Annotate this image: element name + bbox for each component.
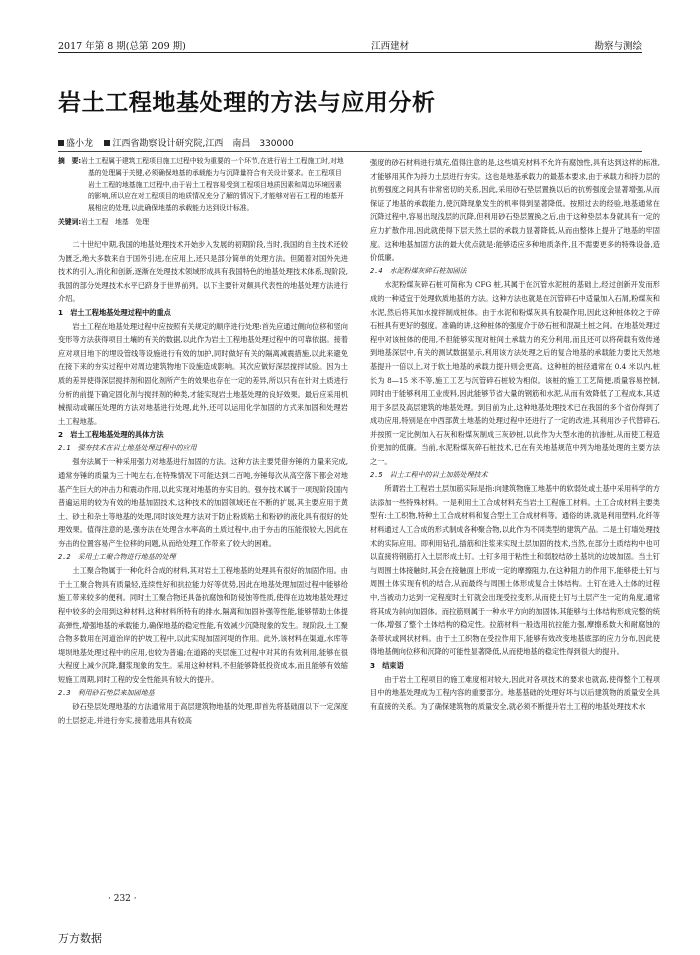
section-heading: 2.5 岩土工程中的岩土加筋处理技术 bbox=[370, 470, 488, 479]
header-rule bbox=[58, 52, 642, 53]
title-rule bbox=[58, 151, 642, 152]
issue-info: 2017 年第 8 期(总第 209 期) bbox=[58, 41, 186, 52]
keywords bbox=[58, 216, 348, 228]
section-heading: 2 岩土工程地基处理的具体方法 bbox=[58, 430, 164, 440]
section-heading: 2.2 采用土工聚合物进行地基的处理 bbox=[58, 552, 176, 561]
author-name: 盛小龙 bbox=[66, 139, 94, 149]
left-body bbox=[58, 238, 348, 727]
author-affiliation: 江西省勘察设计研究院,江西 南昌 330000 bbox=[112, 139, 294, 149]
section-heading: 2.1 强夯技术在岩土地基处理过程中的应用 bbox=[58, 443, 197, 452]
bullet-square-icon bbox=[58, 140, 64, 146]
footer-brand: 万方数据 bbox=[58, 932, 102, 945]
section-heading: 2.4 水泥粉煤灰碎石桩加固法 bbox=[370, 266, 467, 275]
page-number: · 232 · bbox=[108, 894, 137, 904]
paragraph: 强夯法属于一种采用强力对地基进行加固的方法。这种方法主要凭借夯锤的力量来完成,通常夯锤的质量为三十吨左右,在特殊情况下可能达到二百吨,夯锤每次从高空落下都会对地基产生巨大的冲击力和震动作用,以此实现对地基的夯实目的。强夯技术属于一项现阶段国内普遍运用的较为有效的地基加固技术,这种技术的加固领域还在不断的扩展,其主要应用于黄土、砂土和杂土等地基的处理,同时该处理方法对于防止粉质粘土和粉砂的液化具有很好的处理效果。值得注意的是,强夯法在处理含水率高的土质过程中,由于夯击的压能很较大,因此在夯击的位置容易产生位移的问题,从而给处理工作带来了较大的困难。 bbox=[58, 457, 348, 549]
left-column bbox=[58, 156, 348, 727]
abstract bbox=[58, 156, 348, 215]
right-body bbox=[370, 156, 660, 713]
section-name: 勘察与测绘 bbox=[594, 41, 642, 52]
paragraph: 二十世纪中期,我国的地基处理技术开始步入发展的初期阶段,当时,我国的自主技术还较为匮乏,绝大多数来自于国外引进,在应用上,还只是部分简单的处理方法。但随着对国外先进技术的引入,消化和创新,逐渐在处理技术领域形成具有我国特色的地基处理技术体系,现阶段,我国的部分处理技术水平已跻身于世界前列。以下主要针对颇具代表性的地基处理方法进行介绍。 bbox=[58, 239, 348, 304]
article-title: 岩土工程地基处理的方法与应用分析 bbox=[58, 90, 436, 116]
running-header bbox=[58, 38, 642, 52]
paragraph: 强度的砂石材料进行填充,值得注意的是,这些填充材料不允许有腐蚀性,具有达到这样的标准,才能够用其作为持力土层进行夯实。这也是地基承载力的最基本要求,由于承载力和持力层的抗剪强度之间具有非常密切的关系,因此,采用砂石垫层置换以后的抗剪强度会显著增强,从而保证了地基的承载能力,使沉降现象发生的机率得到显著降低。按照过去的经验,地基通常在沉降过程中,容易出现浅层的沉降,但利用砂石垫层置换之后,由于这种垫层本身就具有一定的应力扩散作用,因此就使得下层天然土层的承载力显著降低,从而由整体上提升了地基的牢固度。这种地基加固方法的最大优点就是:能够适应多种地质条件,且不需要更多的特殊设备,造价低廉。 bbox=[370, 158, 660, 263]
abstract-text: 岩土工程属于建筑工程项目施工过程中较为重要的一个环节,在进行岩土工程施工时,对地基的处理属于关键,必须确保地基的承载能力与沉降量符合有关设计要求。在工程项目岩土工程的地基施工过程中,由于岩土工程容易受到工程项目地质因素和周边环境因素的影响,所以应在对工程项目的地质情况充分了解的情况下,才能够对岩石工程的地基开展相应的处理,以此确保地基的承载能力达到设计标准。 bbox=[81, 157, 344, 213]
paragraph: 水泥粉煤灰碎石桩可简称为 CFG 桩,其属于在沉管水泥桩的基础上,经过创新开发而形成的一种适宜于处理软质地基的方法。这种方法也就是在沉管碎石中适量加入石屑,粉煤灰和水泥,然后将其加水搅拌制成桩体。由于水泥和粉煤灰具有胶凝作用,因此这种桩体较之于碎石桩具有更好的强度。准确的讲,这种桩体的强度介于砂石桩和混凝土桩之间。在地基处理过程中对该桩体的使用,不但能够实现对桩间土承载力的充分利用,而且还可以将荷载有效传递到地基深层中,有关的测试数据显示,利用该方法处理之后的复合地基的承载能力要比天然地基提升一倍以上,对于软土地基的承载力提升则会更高。这种桩的桩径通常在 0.4 米以内,桩长为 8—15 米不等,施工工艺与沉管碎石桩较为相似。该桩的施工工艺简便,质量容易控制,同时由于能够利用工业废料,因此能够节省大量的钢筋和水泥,从而有效降低了工程成本,其适用于多层及高层建筑的地基处理。到目前为止,这种地基处理技术已在我国的多个省份得到了成功应用,特别是在中西部黄土地基的处理过程中还进行了一定的改进,其利用沙子代替碎石,并按照一定比例加入石灰和粉煤灰制成三灰砂桩,以此作为大型水池的抗渗桩,从而使工程造价更加的低廉。当前,水泥粉煤灰碎石桩技术,已在有关地基规范中列为地基处理的主要方法之一。 bbox=[370, 280, 660, 467]
right-column bbox=[370, 156, 660, 713]
keywords-text: 岩土工程 地基 处理 bbox=[81, 217, 150, 226]
keywords-label: 关键词: bbox=[58, 217, 82, 226]
paragraph: 所谓岩土工程岩土层加筋实际是指:向建筑物施工地基中的软弱处或土基中采用科学的方法添加一些特殊材料。一是利用土工合成材料充当岩土工程施工材料。土工合成材料主要类型有:土工织物,特种土工合成材料和复合型土工合成材料等。通俗的讲,就是利用塑料,化纤等材料通过人工合成的形式制成各种聚合物,以此作为不同类型的建筑产品。二是土钉墙处理技术的实际应用。即利用钻孔,插筋和注浆来实现土层加固的技术,当然,在部分土质结构中也可以直接将钢筋打入土层形成土钉。土钉多用于粘性土和弱胶结砂土基坑的边坡加固。当土钉与周围土体接触时,其会在接触面上形成一定的摩擦阻力,在这种阻力的作用下,能够使土钉与周围土体实现有机的结合,从而最终与周围土体形成复合土体结构。土钉在进入土体的过程中,当被动力达到一定程度时土钉就会出现受拉变形,从而使土钉与土层产生一定的角度,通常将其成为斜向加固体。而拉筋则属于一种水平方向的加固体,其能够与土体结构形成完整的统一体,增强了整个土体结构的稳定性。拉筋材料一般选用抗拉能力强,摩擦系数大和耐腐蚀的条带状或网状材料。由于土工织物在受拉作用下,能够有效改变地基底部的应力分布,因此使得地基侧向位移和沉降的可能性显著降低,从而使地基的稳定性得到很大的提升。 bbox=[370, 484, 660, 657]
paragraph: 由于岩土工程项目的施工难度相对较大,因此对各项技术的要求也就高,使得整个工程项目中的地基处理成为工程内容的重要部分。地基基础的处理好坏与以后建筑物的质量安全具有直接的关系。为了确保建筑物的质量安全,就必须不断提升岩土工程的地基处理技术水 bbox=[370, 674, 660, 711]
author-line bbox=[58, 136, 294, 149]
paragraph: 土工聚合物属于一种化纤合成的材料,其对岩土工程地基的处理具有很好的加固作用。由于土工聚合物具有质量轻,连续性好和抗拉能力好等优势,因此在地基处理加固过程中能够给施工带来较多的便利。同时土工聚合物还具备抗腐蚀和防侵蚀等性质,使得在边坡地基处理过程中较多的会用到这种材料,这种材料所特有的排水,隔离和加固补强等性能,能够帮助土体提高弹性,增强地基的承载能力,确保地基的稳定性能,有效减少沉降现象的发生。现阶段,土工聚合物多数用在河道治岸的护坡工程中,以此实现加固河堤的作用。此外,该材料在渠道,水库等堤坝地基处理过程中的应用,也较为普遍;在道路的夹层施工过程中对其的有效利用,能够在很大程度上减少沉降,翻浆现象的发生。采用这种材料,不但能够降低投资成本,而且能够有效缩短施工周期,同时工程的安全性能具有较大的提升。 bbox=[58, 566, 348, 684]
bullet-square-icon bbox=[104, 140, 110, 146]
journal-name: 江西建材 bbox=[371, 41, 410, 52]
abstract-label: 摘 要: bbox=[58, 157, 82, 165]
section-heading: 3 结束语 bbox=[370, 660, 404, 670]
paragraph: 岩土工程在地基处理过程中应按照有关规定的顺序进行处理:首先应通过侧向位移和竖向变形等方法获得项目土壤的有关的数据,以此作为岩土工程地基处理过程中的可靠依据。接着应对项目地下的埋设管线等设施进行有效的加护,同时做好有关的隔离减震措施,以此来避免在接下来的夯实过程中对周边建筑物地下设施造成影响。其次应做好深层搅拌试验。因为土质的差异使得深层搅拌剂和固化剂所产生的效果也存在一定的差异,所以只有在针对土质进行分析的前提下确定固化剂与搅拌剂的种类,才能实现岩土地基处理的良好效果。最后应采用机械振动或碾压处理的方法对地基进行处理,此外,还可以运用化学加固的方式来加固和处理岩土工程地基。 bbox=[58, 321, 348, 426]
section-heading: 2.3 利用砂石垫层来加固地基 bbox=[58, 688, 155, 697]
paragraph: 砂石垫层处理地基的方法通常用于高层建筑物地基的处理,即首先将基础面以下一定深度的土层挖走,并进行夯实,接着选用具有较高 bbox=[58, 702, 348, 725]
section-heading: 1 岩土工程地基处理过程中的重点 bbox=[58, 307, 171, 317]
